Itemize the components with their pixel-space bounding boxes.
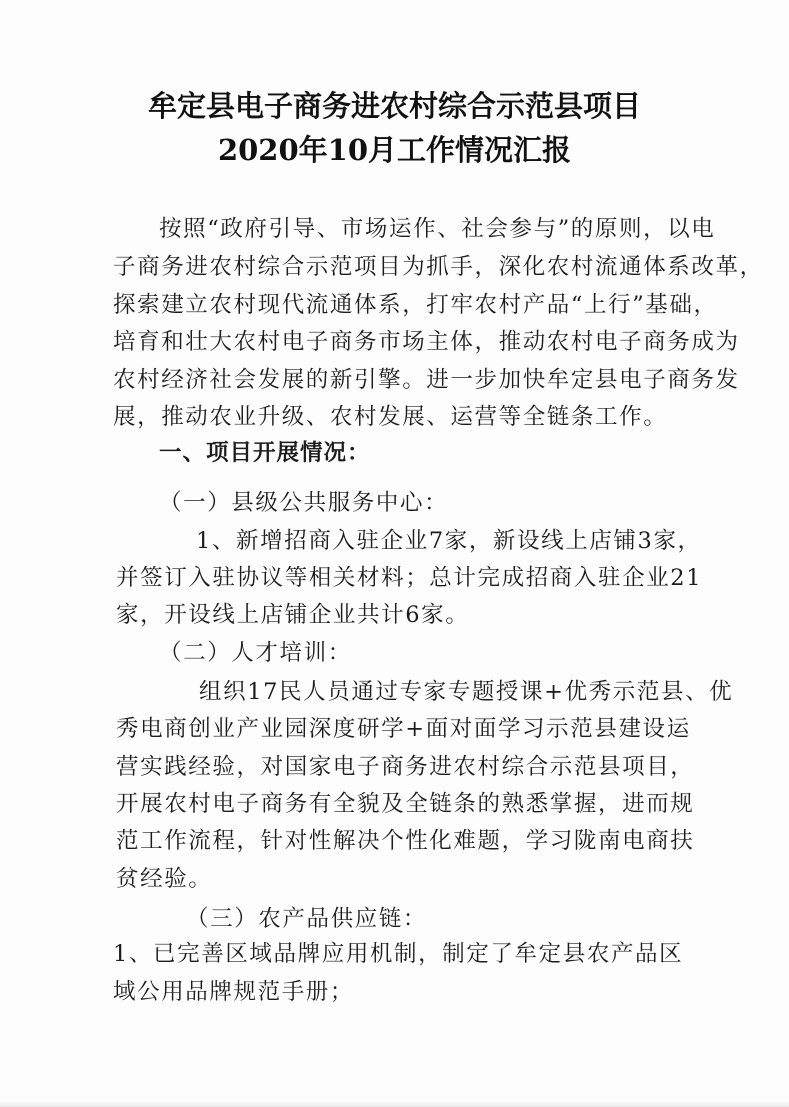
intro-line: 探索建立农村现代流通体系，打牢农村产品“上行”基础， [113, 292, 718, 318]
training-line: 秀电商创业产业园深度研学+面对面学习示范县建设运 [116, 716, 691, 742]
training-line: 开展农村电子商务有全貌及全链条的熟悉掌握，进而规 [116, 791, 695, 817]
document-title-line2: 2020年10月工作情况汇报 [217, 133, 572, 167]
intro-line: 展，推动农业升级、农村发展、运营等全链条工作。 [113, 404, 668, 430]
intro-line: 子商务进农村综合示范项目为抓手，深化农村流通体系改革， [113, 254, 764, 280]
intro-line: 按照“政府引导、市场运作、社会参与”的原则，以电 [159, 216, 716, 242]
document-title-line1: 牟定县电子商务进农村综合示范县项目 [147, 89, 641, 123]
training-line: 营实践经验，对国家电子商务进农村综合示范县项目， [116, 754, 695, 780]
subsection-heading-training: （二）人才培训： [159, 640, 352, 666]
subsection-heading-service-center: （一）县级公共服务中心： [159, 490, 449, 516]
training-line: 贫经验。 [116, 866, 213, 892]
service-center-line: 并签订入驻协议等相关材料；总计完成招商入驻企业21 [116, 565, 703, 591]
intro-line: 培育和壮大农村电子商务市场主体，推动农村电子商务成为 [113, 329, 740, 355]
training-line: 组织17民人员通过专家专题授课+优秀示范县、优 [199, 679, 734, 705]
training-line: 范工作流程，针对性解决个性化难题，学习陇南电商扶 [116, 828, 695, 854]
service-center-line: 家，开设线上店铺企业共计6家。 [116, 602, 470, 628]
subsection-heading-supply-chain: （三）农产品供应链： [186, 906, 428, 932]
intro-line: 农村经济社会发展的新引擎。进一步加快牟定县电子商务发 [113, 367, 740, 393]
service-center-line: 1、新增招商入驻企业7家，新设线上店铺3家， [196, 528, 702, 554]
scan-edge-shadow [0, 1101, 789, 1107]
supply-chain-line: 域公用品牌规范手册； [113, 979, 355, 1005]
supply-chain-line: 1、已完善区域品牌应用机制，制定了牟定县农产品区 [113, 941, 684, 967]
section-heading-project-status: 一、项目开展情况： [159, 440, 371, 466]
